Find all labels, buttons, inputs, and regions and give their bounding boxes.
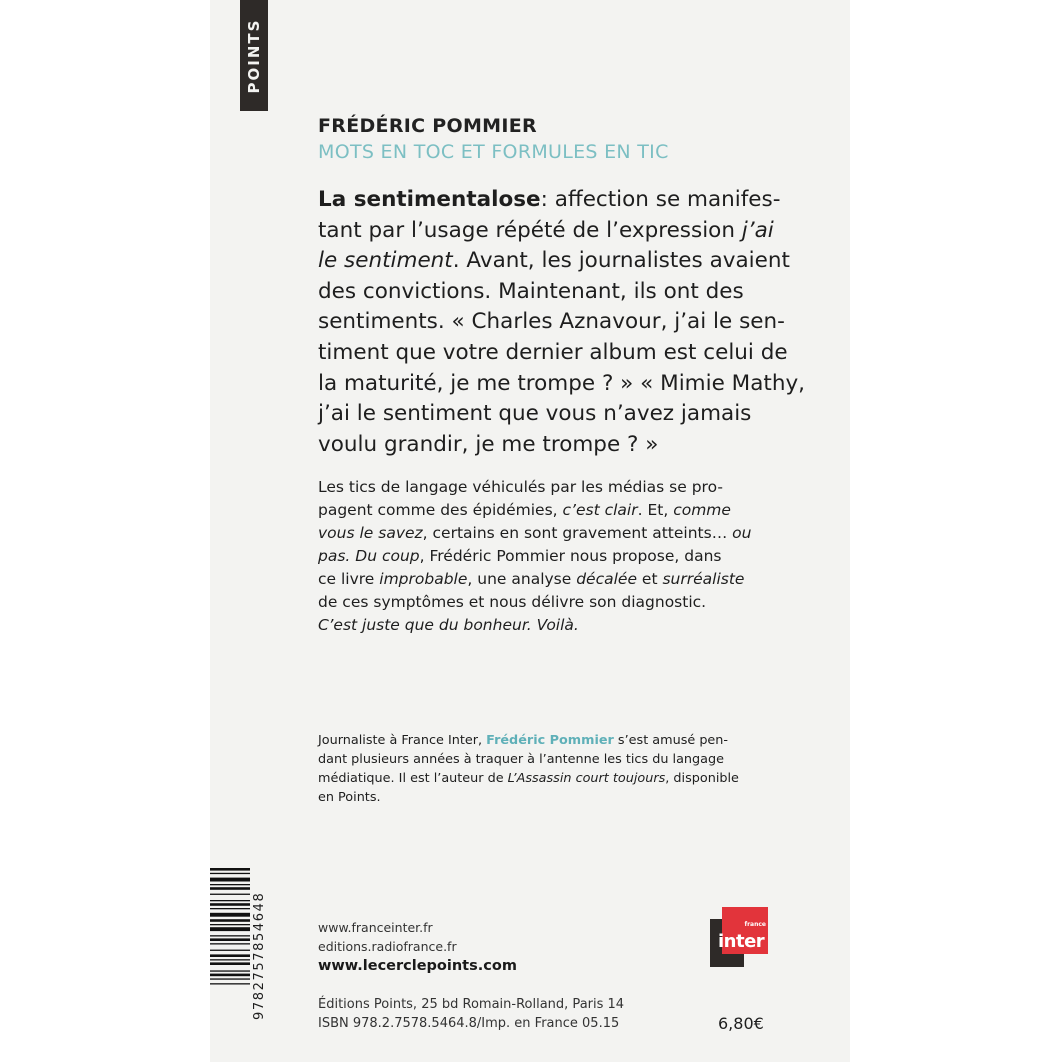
book-title: MOTS EN TOC ET FORMULES EN TIC	[318, 141, 669, 163]
price: 6,80€	[718, 1014, 764, 1033]
paragraph1-line	[318, 187, 781, 213]
barcode	[210, 868, 250, 1020]
text-segment: sentiments. « Charles Aznavour, j’ai le sen-	[318, 309, 785, 335]
paragraph1-line	[318, 340, 788, 366]
france-inter-logo	[710, 907, 770, 967]
text-segment: improbable	[379, 570, 468, 588]
paragraph2-line	[318, 547, 721, 566]
text-segment: j’ai le sentiment que vous n’avez jamais	[318, 401, 752, 427]
paragraph1-line	[318, 371, 805, 397]
barcode-bar	[210, 935, 250, 936]
barcode-bar	[210, 919, 250, 922]
text-segment: de ces symptômes et nous délivre son diagnostic.	[318, 593, 707, 611]
barcode-number: 9782757854648	[252, 891, 267, 1020]
barcode-bar	[210, 954, 250, 957]
text-segment: pas. Du coup	[318, 547, 420, 565]
barcode-bar	[210, 974, 250, 977]
paragraph2-line	[318, 593, 706, 612]
paragraph1-line	[318, 218, 774, 244]
text-segment: surréaliste	[662, 570, 745, 588]
paragraph2-line	[318, 524, 751, 543]
text-segment: c’est clair	[562, 501, 638, 519]
barcode-bar	[210, 938, 250, 941]
barcode-bar	[210, 970, 250, 971]
text-segment: j’ai	[741, 217, 774, 243]
barcode-bar	[210, 873, 250, 874]
author-name: FRÉDÉRIC POMMIER	[318, 115, 537, 137]
link-franceinter[interactable]: www.franceinter.fr	[318, 920, 433, 935]
paragraph1-line	[318, 309, 785, 335]
paragraph2-line	[318, 478, 723, 497]
paragraph3-line	[318, 790, 381, 805]
points-logo	[240, 0, 268, 111]
text-segment: dant plusieurs années à traquer à l’antenne les tics du langage	[318, 752, 724, 767]
text-segment: C’est juste que du bonheur. Voilà.	[318, 616, 579, 634]
text-segment: comme	[673, 501, 731, 519]
text-segment: , certains en sont gravement atteints…	[422, 524, 733, 542]
barcode-bar	[210, 983, 250, 984]
text-segment: . Et,	[637, 501, 674, 519]
paragraph1-line	[318, 432, 658, 458]
barcode-bar	[210, 894, 250, 895]
isbn-line: ISBN 978.2.7578.5464.8/Imp. en France 05.15	[318, 1016, 620, 1031]
link-editions-radiofrance[interactable]: editions.radiofrance.fr	[318, 939, 457, 954]
barcode-bar	[210, 924, 250, 925]
text-segment: , Frédéric Pommier nous propose, dans	[419, 547, 722, 565]
points-logo-text: POINTS	[245, 18, 263, 93]
text-segment: décalée	[576, 570, 637, 588]
text-segment: s’est amusé pen-	[613, 733, 729, 748]
barcode-bar	[210, 959, 250, 960]
text-segment: L’Assassin court toujours	[507, 771, 666, 786]
text-segment: tant par l’usage répété de l’expression	[318, 217, 742, 243]
paragraph1-line	[318, 248, 790, 274]
text-segment: la maturité, je me trompe ? » « Mimie Mathy,	[318, 370, 806, 396]
barcode-bar	[210, 950, 250, 951]
paragraph1-line	[318, 279, 744, 305]
barcode-bar	[210, 943, 250, 944]
paragraph2-line	[318, 501, 731, 520]
paragraph3-line	[318, 733, 728, 748]
text-segment: médiatique. Il est l’auteur de	[318, 771, 508, 786]
paragraph2-line	[318, 616, 579, 635]
barcode-bar	[210, 887, 250, 890]
barcode-bar	[210, 927, 250, 931]
france-inter-logo-small: france	[744, 921, 766, 928]
publisher-address: Éditions Points, 25 bd Romain-Rolland, Paris 14	[318, 997, 625, 1012]
text-segment: le sentiment	[318, 248, 453, 274]
barcode-bar	[210, 878, 250, 882]
text-segment: . Avant, les journalistes avaient	[452, 248, 790, 274]
text-segment: voulu grandir, je me trompe ? »	[318, 431, 659, 457]
text-segment: vous le savez	[318, 524, 423, 542]
paragraph1-line	[318, 401, 751, 427]
text-segment: en Points.	[318, 790, 381, 805]
france-inter-logo-big: inter	[718, 931, 765, 952]
barcode-bar	[210, 962, 250, 965]
link-lecerclepoints[interactable]: www.lecerclepoints.com	[318, 958, 517, 974]
paragraph2-line	[318, 570, 744, 589]
text-segment: et	[637, 570, 663, 588]
text-segment: des convictions. Maintenant, ils ont des	[318, 278, 744, 304]
text-segment: , disponible	[665, 771, 739, 786]
barcode-bar	[210, 903, 250, 906]
barcode-bar	[210, 908, 250, 909]
text-segment: Les tics de langage véhiculés par les médias se pro-	[318, 478, 723, 496]
paragraph3-line	[318, 771, 739, 786]
text-segment: pagent comme des épidémies,	[318, 501, 563, 519]
paragraph3-line	[318, 752, 724, 767]
text-segment: , une analyse	[467, 570, 577, 588]
barcode-bar	[210, 900, 250, 901]
text-segment: ou	[732, 524, 752, 542]
barcode-bar	[210, 868, 250, 871]
text-segment: Journaliste à France Inter,	[318, 733, 487, 748]
text-segment: ce livre	[318, 570, 380, 588]
barcode-bar	[210, 913, 250, 917]
text-segment: : affection se manifes-	[540, 187, 781, 212]
barcode-bar	[210, 884, 250, 885]
text-segment: timent que votre dernier album est celui de	[318, 340, 788, 365]
text-segment: La sentimentalose	[318, 187, 541, 212]
barcode-bar	[210, 978, 250, 979]
author-link-text: Frédéric Pommier	[486, 733, 614, 748]
